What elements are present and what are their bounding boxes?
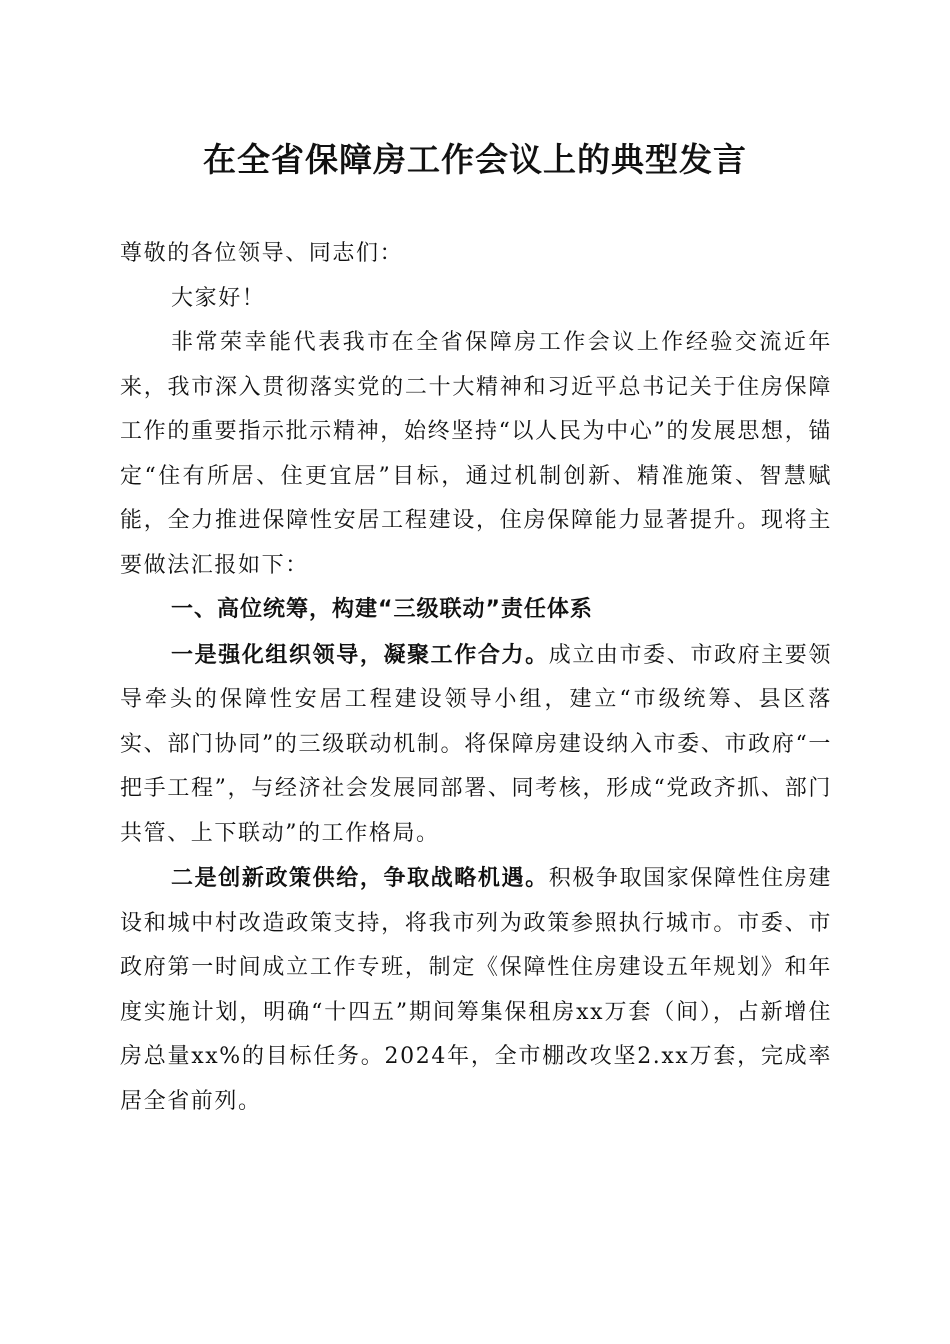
document-body xyxy=(120,232,832,1124)
greeting: 大家好！ xyxy=(171,285,266,311)
paragraph-1 xyxy=(120,633,832,857)
paragraph-1-body: 成立由市委、市政府主要领导牵头的保障性安居工程建设领导小组，建立“市级统筹、县区落实、部门协同”的三级联动机制。将保障房建设纳入市委、市政府“一把手工程”，与经济社会发展同部署、同考核，形成“党政齐抓、部门共管、上下联动”的工作格局。 xyxy=(120,642,832,846)
intro-paragraph: 非常荣幸能代表我市在全省保障房工作会议上作经验交流近年来，我市深入贯彻落实党的二十大精神和习近平总书记关于住房保障工作的重要指示批示精神，始终坚持“以人民为中心”的发展思想，锚定“住有所居、住更宜居”目标，通过机制创新、精准施策、智慧赋能，全力推进保障性安居工程建设，住房保障能力显著提升。现将主要做法汇报如下： xyxy=(120,330,832,578)
section-heading-1: 一、高位统筹，构建“三级联动”责任体系 xyxy=(171,597,593,622)
paragraph-2 xyxy=(120,856,832,1124)
document-title: 在全省保障房工作会议上的典型发言 xyxy=(203,140,747,179)
paragraph-2-body: 积极争取国家保障性住房建设和城中村改造政策支持，将我市列为政策参照执行城市。市委、市政府第一时间成立工作专班，制定《保障性住房建设五年规划》和年度实施计划，明确“十四五”期间筹集保租房xx万套（间），占新增住房总量xx%的目标任务。2024年，全市棚改攻坚2.xx万套，完成率居全省前列。 xyxy=(120,866,832,1114)
paragraph-1-lead: 一是强化组织领导，凝聚工作合力。 xyxy=(171,641,549,668)
salutation: 尊敬的各位领导、同志们： xyxy=(120,241,404,266)
paragraph-2-lead: 二是创新政策供给，争取战略机遇。 xyxy=(171,865,549,891)
